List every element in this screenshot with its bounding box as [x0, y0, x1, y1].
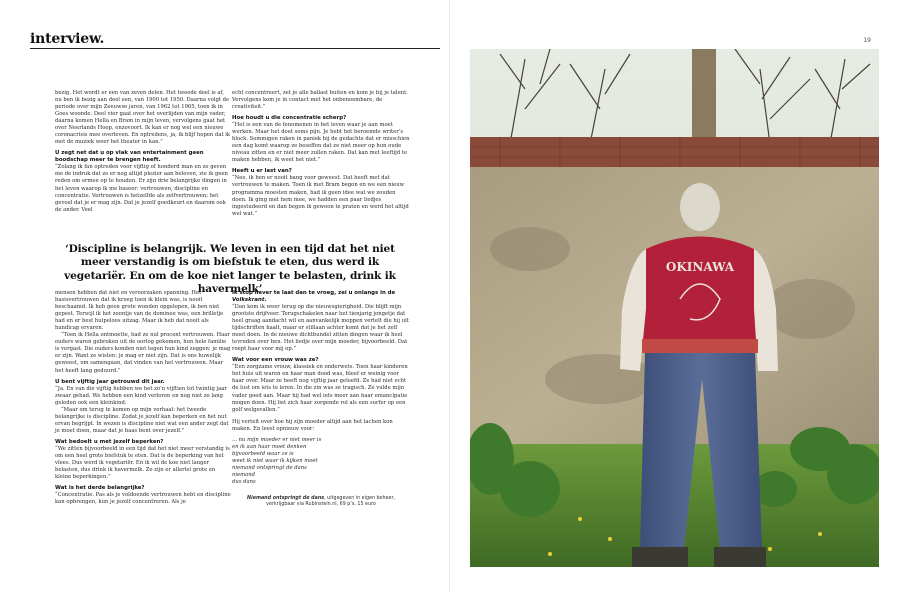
paragraph: “Het is een van de fenomenen in het leven waar je aan moet werken. Maar het doet soms pijn. Je hebt het beroemde writer’s block. Sommigen raken in paniek bij de gedachte dat er misschien een dag komt waarop ze beseffen dat ze niet meer op hun oude niveau zitten en er niet meer zullen raken. Dat kan met leeftijd te maken hebben, ik weet het niet.” — [232, 122, 410, 164]
interview-question: U bent vijftig jaar getrouwd dit jaar. — [55, 378, 165, 385]
poem-line: bijvoorbeeld waar ze is — [232, 450, 294, 457]
paragraph: “Zolang ik fan optreden voor vijftig of honderd man en ze geven me de indruk dat ze er nog altijd plezier aan beleven, zie ik geen reden om ermee op te houden. Er zijn drie belangrijke dingen in het leven waarop ik me baseer: vertrouwen, discipline en concentratie. Vertrouwen is hetzelfde als zelfvertrouwen; het gevoel dat je er mag zijn. Dat je jezelf goedkeurt en daarom ook de ander. Veel — [55, 164, 228, 213]
left-shoe — [632, 547, 688, 567]
interview-question — [232, 290, 410, 304]
paragraph: “Concentratie. Pas als je voldoende vertrouwen hebt en discipline kan opbrengen, kun je jezelf concentreren. Als je — [55, 492, 231, 506]
paragraph: “Een zorgzame vrouw, klassiek en onderwets. Toen haar kinderen het huis uit waren en haar man dood was, bleef er weinig voor haar over. Maar ze heeft nog vijftig jaar geleefd. Ze had niet echt de lust om iets te leren. In die zin was ze tragisch. Ze vulde mijn vader goed aan. Maar hij had wel iets meer aan haar emancipatie mogen doen. Hij liet zich haar zorgende rol als een surfer op een golf welgevallen.” — [232, 364, 408, 413]
column-left-top — [55, 90, 232, 214]
jacket-body — [640, 237, 760, 350]
paragraph: bezig. Het wordt er een van zeven delen. Het tweede deel is af, nu ben ik bezig aan deel een, van 1900 tot 1950. Daarna volgt de periode over mijn Zeeuwse jaren, van 1962 tot 1965, toen ik in Goes woonde. Deel vier gaat over het overlijden van mijn vader, daarna komen Hella en Bram in mijn leven, vervolgens gaat het over Neerlands Hoop, enzovoort. Ik kan er nog wel een nieuwe coronacrisis mee overleven. En optredens, ja, ik blijf hopen dat ik met de muziek weer het theater in kan.” — [55, 90, 231, 146]
tree-trunk — [692, 49, 716, 149]
portrait-photo — [470, 49, 879, 567]
poem-line: niemand ontspringt de dans — [232, 464, 307, 471]
column-right-bottom — [232, 290, 410, 508]
column-left-bottom — [55, 290, 232, 506]
paragraph: “Nee, ik ben er nooit bang voor geweest. Dat heeft met dat vertrouwen te maken. Toen ik met Bram begon en we een nieuw programma moesten maken, had ik geen idee wat we zouden doen. Ik ging met hem mee, we hadden een paar liedjes ingestudeerd en dan begon ik gewoon te praten en werd het altijd wel wat.” — [232, 175, 409, 217]
question-end: . — [264, 297, 267, 303]
column-right-top — [232, 90, 410, 218]
book-credit — [232, 496, 410, 508]
poem-line: ... nu mijn moeder er niet meer is — [232, 436, 322, 443]
paragraph: “Dan kom ik weer terug op die nieuwsgierigheid. Die blijft mijn grootste drijfveer. Terugschakelen naar het tienjarig jongetje dat heel graag aandacht wil en aanvankelijk moppen vertelt die hij uit tijdschriften haalt, maar er stillaan achter komt dat je het zelf moet doen. In de nieuwe dichtbundel zitten dingen waar ik heel tevreden over ben. Het liedje over mijn moeder, bijvoorbeeld. Dat roept haar voor mij op.” — [232, 304, 409, 353]
paragraph: mensen hebben dat niet en veroorzaken spanning. Het basisvertrouwen dat ik kreeg toen ik klein was, is nooit beschaamd. Ik heb geen grote wonden opgelopen, ik ben niet gepest. Terwijl ik het zoontje van de dominee was, een brilletje had en er best hulpeloos uitzag. Maar ik heb dat nooit als handicap ervaren. — [55, 290, 224, 332]
question-text: Ik stop liever te laat dan te vroeg, zei u onlangs in de — [232, 290, 396, 296]
paragraph: “We zitten bijvoorbeeld in een tijd dat het niet meer verstandig is om een heel grote biefstuk te eten. Dat is de beperking van het vlees. Dus werd ik vegetariër. En ik wil de koe niet langer belasten, dus drink ik havermelk. Zo zijn er allerlei grote en kleine beperkingen.” — [55, 445, 230, 481]
section-divider — [30, 48, 440, 49]
paragraph: “Ja. En van die vijftig hebben we het zo’n vijftien tot twintig jaar zwaar gehad. We hebben een kind verloren en nog niet zo lang geleden ook een kleinkind. — [55, 385, 227, 406]
section-label: interview. — [30, 31, 105, 47]
jacket-hem — [642, 339, 758, 353]
interview-question: Wat bedoelt u met jezelf beperken? — [55, 438, 164, 445]
book-details: , uitgegeven in eigen beheer, verkrijgbaar via Rubinstein.nl, 69 p’s, 15 euro — [266, 496, 395, 508]
paragraph: “Maar om terug te komen op mijn verhaal: het tweede belangrijke is discipline. Zodat je jezelf kan beperken en het nut ervan begrijpt. In wezen is discipline niet wat een ander zegt dat je moet doen, maar dat je baas bent over jezelf.” — [55, 406, 229, 434]
interview-question: Wat voor een vrouw was ze? — [232, 357, 319, 364]
poem-excerpt — [232, 437, 410, 486]
page-number: 19 — [863, 37, 871, 44]
brick-coping — [470, 137, 879, 167]
paragraph: echt concentreert, zet je alle ballast buiten en kom je bij je talent. Vervolgens kom je in contact met het onbenoembare, de creativiteit.” — [232, 90, 408, 111]
white-hair — [680, 183, 720, 231]
poem-line: weet ik niet waar ik kijken moet — [232, 457, 318, 464]
interview-question: Wat is het derde belangrijke? — [55, 485, 145, 492]
pull-quote: ‘Discipline is belangrijk. We leven in een tijd dat het niet meer verstandig is om biefstuk te eten, dus werd ik vegetariër. En om de koe niet langer te belasten, drink ik havermelk’ — [64, 243, 396, 296]
poem-line: en ik aan haar moet denken — [232, 443, 307, 450]
poem-line: niemand — [232, 471, 256, 478]
interview-question: Heeft u er last van? — [232, 168, 292, 175]
newspaper-name: Volkskrant — [232, 297, 265, 303]
paragraph: Hij vertelt over hoe hij zijn moeder altijd aan het lachen kon maken. En leest opnieuw voor: — [232, 418, 393, 432]
paragraph: “Toen ik Hella ontmoette, had ze nul procent vertrouwen. Haar ouders waren gebroken uit de oorlog gekomen, hun hele familie is vergast. Die ouders konden niet tegen hun kind zeggen: je mag er zijn. Want ze wisten: je mag er niet zijn. Dat is ons huwelijk geweest, om samengaan, dat vinden van het vertrouwen. Maar het heeft lang geduurd.” — [55, 332, 231, 374]
interview-question: U zegt net dat u op vlak van entertainment geen boodschap meer te brengen heeft. — [55, 150, 204, 164]
interview-question: Hoe houdt u die concentratie scherp? — [232, 115, 347, 122]
right-shoe — [714, 547, 766, 567]
jacket-lettering: OKINAWA — [665, 260, 735, 274]
poem-line: dus dans — [232, 479, 256, 486]
book-title: Niemand ontspringt de dans — [247, 496, 325, 502]
